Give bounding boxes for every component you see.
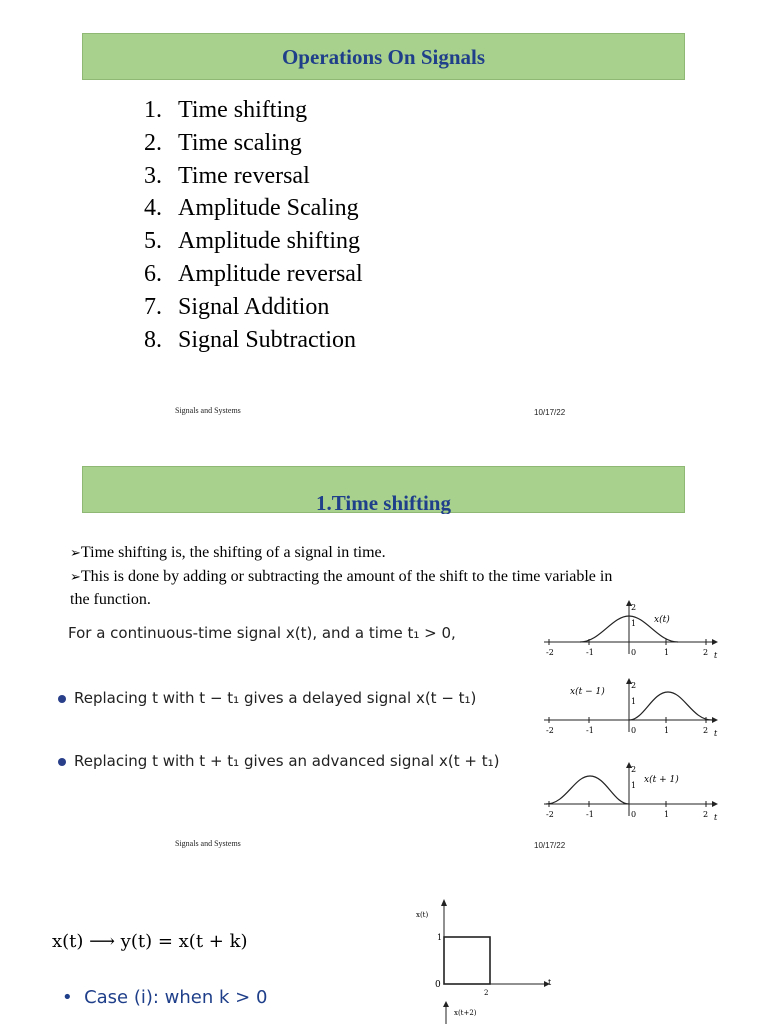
bullet-dot-icon <box>58 758 66 766</box>
slide1-title-banner <box>82 33 685 80</box>
list-item-label: Time shifting <box>178 97 308 123</box>
bullet-time-shifting-def <box>70 544 386 562</box>
slide2-title-banner <box>82 466 685 513</box>
slide1-footer-course: Signals and Systems <box>175 406 241 415</box>
delayed-text: Replacing t with t − t₁ gives a delayed signal x(t − t₁) <box>74 689 477 707</box>
plot-rect-x-t <box>412 896 562 996</box>
tick-label: 1 <box>631 619 637 628</box>
plot-ylabel: x(t) <box>416 911 429 919</box>
axis-arrow-icon <box>441 899 447 906</box>
tick-label: 1 <box>437 933 443 942</box>
advanced-signal-line <box>58 752 499 770</box>
axis-label-t: t <box>714 651 718 660</box>
list-item-number: 1. <box>144 97 162 123</box>
case-text: Case (i): when k > 0 <box>84 987 268 1008</box>
plot-x-t-minus-1 <box>540 676 720 742</box>
list-item-label: Amplitude reversal <box>178 260 363 287</box>
tick-label: 1 <box>664 726 670 735</box>
tick-label: -2 <box>546 726 554 735</box>
plot-label: x(t − 1) <box>570 687 605 697</box>
continuous-signal-line: For a continuous-time signal x(t), and a time t₁ > 0, <box>68 624 456 642</box>
tick-label: 1 <box>664 810 670 819</box>
tick-label: 2 <box>703 648 709 657</box>
bullet-text: Time shifting is, the shifting of a signal in time. <box>80 544 386 561</box>
advanced-text: Replacing t with t + t₁ gives an advanced signal x(t + t₁) <box>74 752 500 770</box>
plot-label: x(t + 1) <box>644 775 679 785</box>
list-item-number: 2. <box>144 129 162 156</box>
tick-label: 0 <box>631 726 637 735</box>
plot-x-t-plus-1 <box>540 760 720 826</box>
list-item-number: 8. <box>144 326 162 353</box>
list-item-number: 3. <box>144 162 162 189</box>
slide2-footer-date: 10/17/22 <box>534 841 566 850</box>
plot-ylabel: x(t+2) <box>454 1009 477 1017</box>
axis-arrow-icon <box>712 801 718 807</box>
tick-label: 2 <box>631 603 637 612</box>
list-item-number: 7. <box>144 293 162 320</box>
axis-label-t: t <box>714 813 718 822</box>
tick-label: -1 <box>586 810 594 819</box>
bullet-adding-subtracting <box>70 568 612 586</box>
list-item <box>144 94 363 127</box>
tick-label: -1 <box>586 726 594 735</box>
rect-pulse <box>444 937 490 984</box>
tick-label: 1 <box>631 781 637 790</box>
tick-label: -2 <box>546 648 554 657</box>
tick-label: 0 <box>631 810 637 819</box>
list-item-label: Amplitude shifting <box>178 228 360 255</box>
list-item-number: 6. <box>144 260 162 287</box>
list-item <box>144 291 363 324</box>
list-item-label: Signal Addition <box>178 293 330 320</box>
tick-label: 2 <box>631 681 637 690</box>
list-item <box>144 192 363 225</box>
slide2-footer-course: Signals and Systems <box>175 839 241 848</box>
bullet-continuation: the function. <box>70 591 151 608</box>
plot-rect-x-t-plus-2 <box>440 1000 500 1024</box>
arrow-bullet-icon: ➢ <box>70 546 81 561</box>
tick-label: 2 <box>484 989 489 996</box>
tick-label: 2 <box>631 765 637 774</box>
bullet-dot-icon <box>58 695 66 703</box>
operations-list <box>144 94 363 356</box>
list-item-label: Time reversal <box>178 162 310 189</box>
tick-label: 2 <box>703 726 709 735</box>
slide2-title: 1.Time shifting <box>316 491 451 514</box>
delayed-signal-line <box>58 689 476 707</box>
tick-label: 0 <box>631 648 637 657</box>
list-item-number: 5. <box>144 228 162 255</box>
slide1-title: Operations On Signals <box>281 45 486 69</box>
tick-label: 1 <box>664 648 670 657</box>
list-item-label: Time scaling <box>178 129 302 156</box>
slide1-footer-date: 10/17/22 <box>534 408 566 417</box>
list-item <box>144 160 363 193</box>
list-item <box>144 258 363 291</box>
axis-label-t: t <box>548 978 552 987</box>
tick-label: 0 <box>435 980 441 990</box>
mapping-equation: x(t) ⟶ y(t) = x(t + k) <box>52 931 248 952</box>
axis-arrow-icon <box>443 1001 449 1007</box>
bullet-text: This is done by adding or subtracting the amount of the shift to the time variable in <box>80 568 613 585</box>
plot-x-t <box>540 598 720 664</box>
plot-label: x(t) <box>654 615 670 625</box>
tick-label: -2 <box>546 810 554 819</box>
list-item <box>144 127 363 160</box>
list-item-label: Amplitude Scaling <box>178 195 359 222</box>
tick-label: 2 <box>703 810 709 819</box>
tick-label: 1 <box>631 697 637 706</box>
axis-arrow-icon <box>712 717 718 723</box>
axis-label-t: t <box>714 729 718 738</box>
list-item <box>144 324 363 357</box>
list-item-label: Signal Subtraction <box>178 326 356 353</box>
signal-curve <box>546 776 629 804</box>
signal-curve <box>629 692 712 720</box>
tick-label: -1 <box>586 648 594 657</box>
axis-arrow-icon <box>712 639 718 645</box>
list-item <box>144 225 363 258</box>
arrow-bullet-icon: ➢ <box>70 570 81 585</box>
list-item-number: 4. <box>144 195 162 222</box>
case-line: • Case (i): when k > 0 <box>62 987 268 1008</box>
